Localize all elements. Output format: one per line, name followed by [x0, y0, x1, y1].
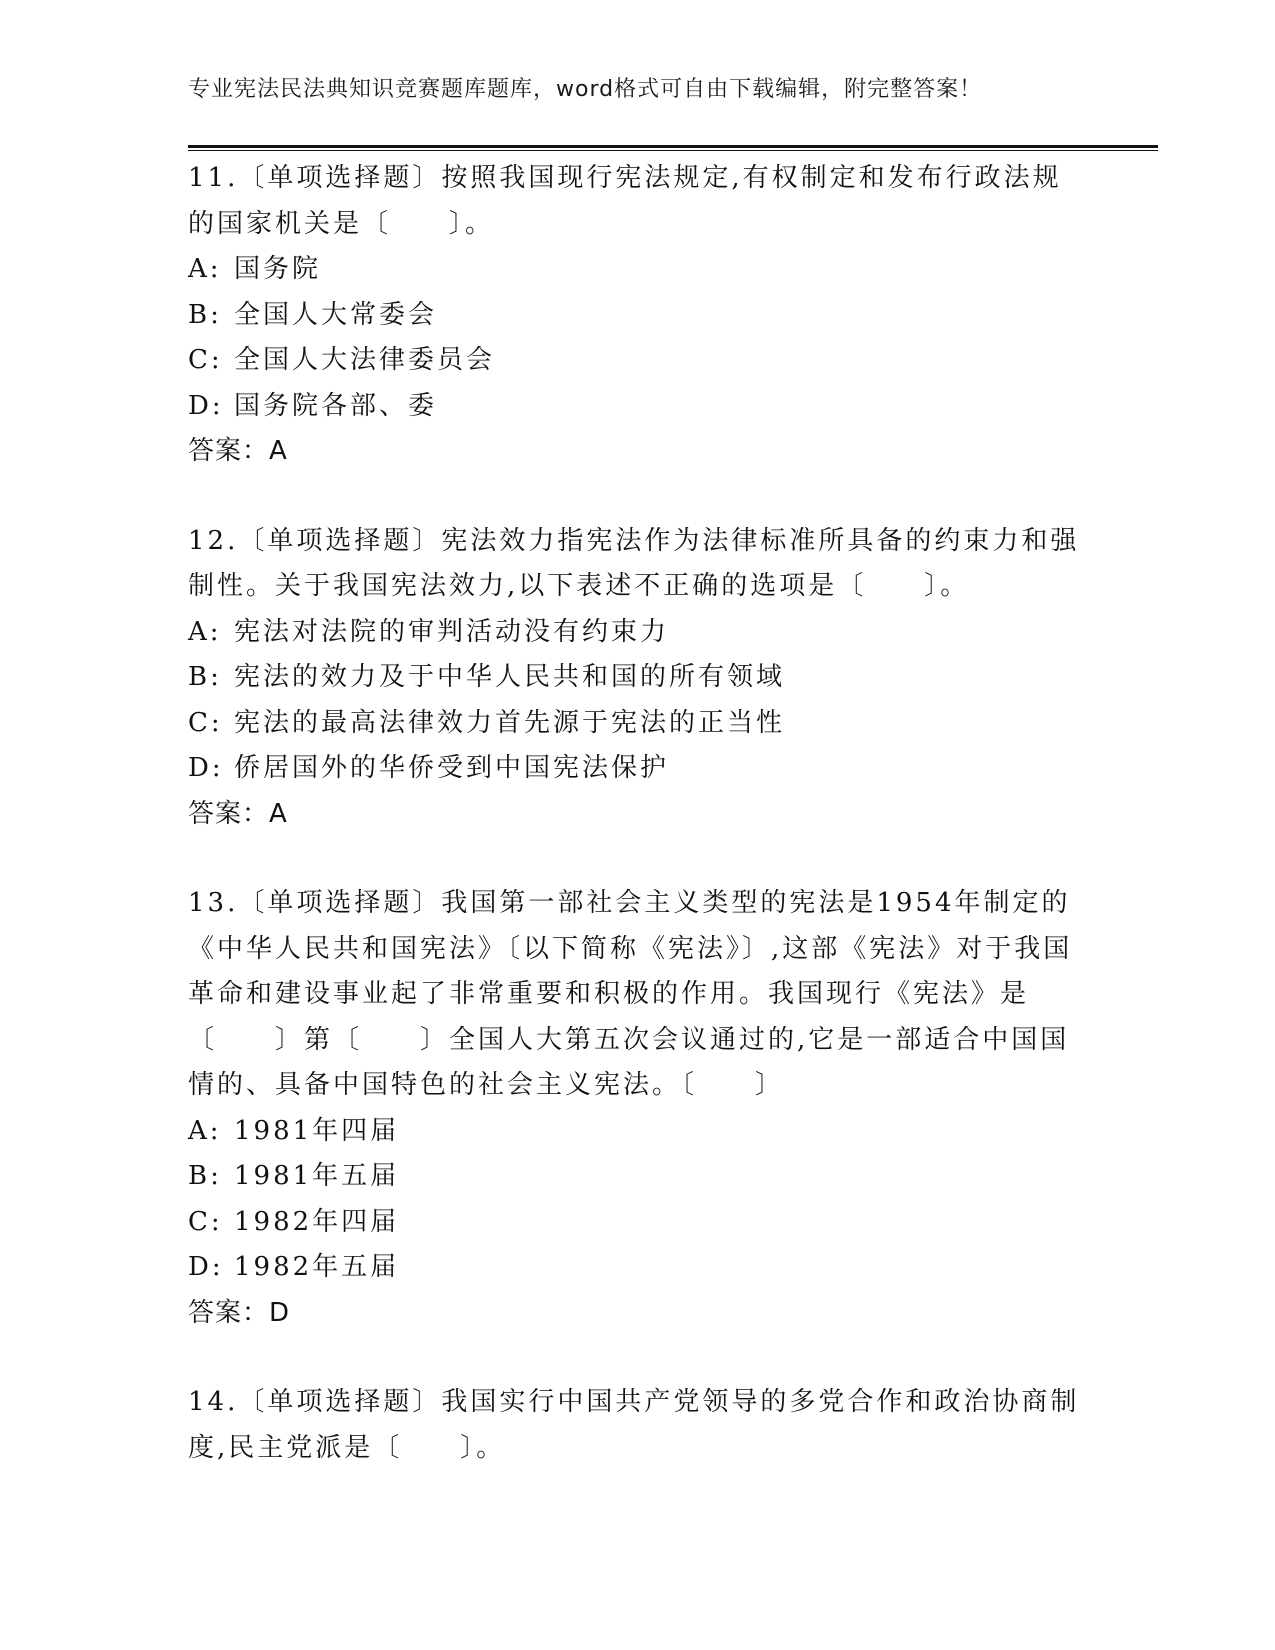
- question-stem: 14.〔单项选择题〕我国实行中国共产党领导的多党合作和政治协商制度,民主党派是〔 〕。: [188, 1387, 1080, 1463]
- page-header-title: 专业宪法民法典知识竞赛题库题库，word格式可自由下载编辑，附完整答案！: [188, 77, 983, 102]
- option-text: 全国人大常委会: [234, 299, 438, 330]
- option-text: 国务院各部、委: [234, 390, 438, 421]
- option-letter: B:: [188, 1161, 222, 1191]
- option-text: 宪法的效力及于中华人民共和国的所有领域: [234, 662, 786, 692]
- option-a: [188, 247, 1088, 293]
- option-text: 1981年五届: [234, 1161, 400, 1191]
- option-d: [188, 746, 1088, 792]
- question-stem: 12.〔单项选择题〕宪法效力指宪法作为法律标准所具备的约束力和强制性。关于我国宪法效力,以下表述不正确的选项是〔 〕。: [188, 525, 1080, 601]
- option-letter: D:: [188, 753, 224, 783]
- option-letter: A:: [188, 254, 222, 284]
- option-text: 1982年四届: [234, 1206, 400, 1237]
- header-divider: [188, 145, 1158, 153]
- option-letter: B:: [188, 299, 222, 330]
- option-letter: C:: [188, 1206, 223, 1237]
- question-list: [188, 156, 1088, 1515]
- option-b: [188, 1154, 1088, 1200]
- option-c: [188, 1200, 1088, 1246]
- option-letter: D:: [188, 390, 224, 421]
- question-stem: 13.〔单项选择题〕我国第一部社会主义类型的宪法是1954年制定的《中华人民共和国宪法》〔以下简称《宪法》〕,这部《宪法》对于我国革命和建设事业起了非常重要和积极的作用。我国现行《宪法》是〔 〕第〔 〕全国人大第五次会议通过的,它是一部适合中国国情的、具备中国特色的社会主义宪法。〔 〕: [188, 888, 1073, 1100]
- option-b: [188, 293, 1088, 339]
- option-d: [188, 1245, 1088, 1291]
- option-letter: C:: [188, 345, 223, 375]
- option-letter: A:: [188, 1115, 222, 1146]
- question-14: [188, 1380, 1088, 1471]
- option-a: [188, 1109, 1088, 1155]
- header-divider-thin: [188, 150, 1158, 151]
- option-c: [188, 701, 1088, 747]
- answer-line: 答案：A: [188, 798, 288, 829]
- option-letter: A:: [188, 616, 222, 647]
- header-divider-thick: [188, 145, 1158, 148]
- answer-line: 答案：D: [188, 1297, 291, 1328]
- answer-line: 答案：A: [188, 436, 288, 466]
- option-text: 1981年四届: [234, 1115, 400, 1146]
- option-text: 国务院: [234, 254, 322, 284]
- option-d: [188, 384, 1088, 430]
- option-letter: D:: [188, 1252, 224, 1282]
- question-12: [188, 519, 1088, 838]
- question-stem: 11.〔单项选择题〕按照我国现行宪法规定,有权制定和发布行政法规的国家机关是〔 〕。: [188, 163, 1062, 239]
- option-text: 侨居国外的华侨受到中国宪法保护: [234, 753, 670, 783]
- question-11: [188, 156, 1088, 475]
- option-text: 宪法的最高法律效力首先源于宪法的正当性: [234, 707, 786, 738]
- option-text: 1982年五届: [234, 1252, 400, 1282]
- option-letter: C:: [188, 707, 223, 738]
- question-13: [188, 881, 1088, 1336]
- option-c: [188, 338, 1088, 384]
- option-text: 全国人大法律委员会: [234, 345, 496, 375]
- option-a: [188, 610, 1088, 656]
- option-text: 宪法对法院的审判活动没有约束力: [234, 616, 670, 647]
- option-b: [188, 655, 1088, 701]
- option-letter: B:: [188, 662, 222, 692]
